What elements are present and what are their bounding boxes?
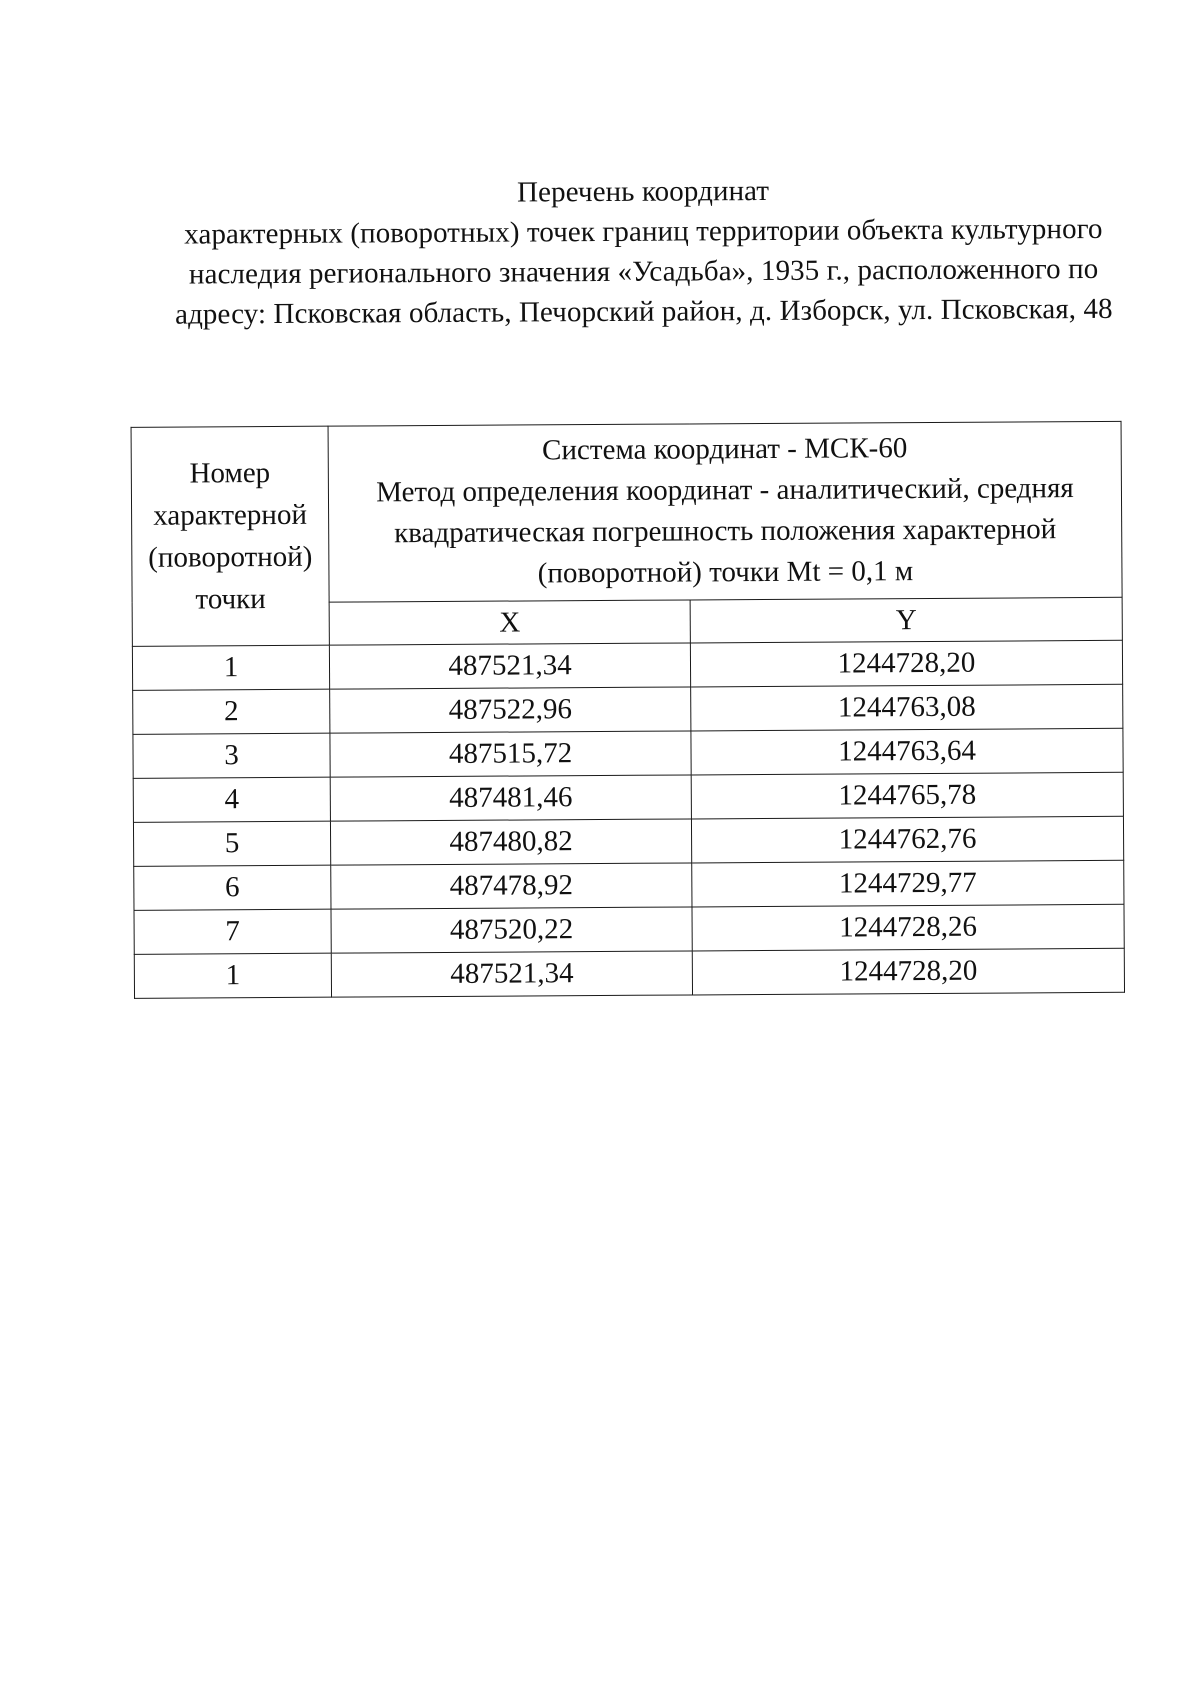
table-row: [134, 948, 1124, 998]
coordinate-system-header-line: Метод определения координат - аналитический, средняя: [376, 472, 1074, 509]
coordinate-system-header-line: квадратическая погрешность положения характерной: [394, 513, 1057, 550]
x-coordinate-cell: 487521,34: [331, 951, 692, 997]
title-line-1: Перечень координат: [516, 174, 770, 209]
x-coordinate-cell: 487522,96: [330, 687, 691, 733]
point-number-cell: 5: [133, 821, 330, 866]
table-row: [133, 772, 1123, 822]
table-row: [133, 816, 1123, 866]
x-coordinate-cell: 487481,46: [330, 775, 691, 821]
x-coordinate-cell: 487521,34: [329, 643, 690, 689]
x-column-header: X: [329, 600, 690, 645]
point-number-cell: 3: [133, 733, 330, 778]
table-row: [133, 684, 1123, 734]
point-number-header: [131, 426, 329, 646]
y-coordinate-cell: 1244763,08: [691, 684, 1123, 731]
table-row: [133, 728, 1123, 778]
point-number-cell: 1: [132, 645, 329, 690]
y-coordinate-cell: 1244728,26: [692, 904, 1124, 951]
point-number-cell: 6: [134, 865, 331, 910]
table-row: [134, 904, 1124, 954]
point-number-cell: 2: [133, 689, 330, 734]
coordinates-table: [131, 421, 1125, 999]
coordinate-system-header-line: (поворотной) точки Mt = 0,1 м: [537, 555, 914, 590]
y-coordinate-cell: 1244728,20: [692, 948, 1124, 995]
title-line-4: адресу: Псковская область, Печорский район, д. Изборск, ул. Псковская, 48: [174, 292, 1113, 331]
point-number-header-line: характерной: [153, 498, 308, 532]
title-line-3: наследия регионального значения «Усадьба», 1935 г., расположенного по: [188, 252, 1099, 291]
x-coordinate-cell: 487480,82: [330, 819, 691, 865]
table-row: [134, 860, 1124, 910]
document-title: [148, 169, 1139, 335]
y-coordinate-cell: 1244762,76: [691, 816, 1123, 863]
x-coordinate-cell: 487520,22: [331, 907, 692, 953]
y-coordinate-cell: 1244765,78: [691, 772, 1123, 819]
table-row: [132, 640, 1122, 690]
coordinate-system-header-line: Система координат - МСК-60: [542, 432, 908, 467]
point-number-cell: 7: [134, 909, 331, 954]
point-number-header-line: (поворотной): [148, 540, 313, 574]
title-line-2: характерных (поворотных) точек границ территории объекта культурного: [184, 212, 1103, 251]
y-coordinate-cell: 1244728,20: [690, 640, 1122, 687]
point-number-header-line: Номер: [189, 457, 271, 490]
point-number-cell: 4: [133, 777, 330, 822]
y-coordinate-cell: 1244729,77: [692, 860, 1124, 907]
table-header-row: [131, 421, 1122, 603]
y-coordinate-cell: 1244763,64: [691, 728, 1123, 775]
y-column-header: Y: [690, 597, 1122, 643]
x-coordinate-cell: 487478,92: [331, 863, 692, 909]
point-number-cell: 1: [134, 953, 331, 998]
coordinate-system-header: [328, 421, 1122, 602]
x-coordinate-cell: 487515,72: [330, 731, 691, 777]
point-number-header-line: точки: [195, 583, 266, 616]
